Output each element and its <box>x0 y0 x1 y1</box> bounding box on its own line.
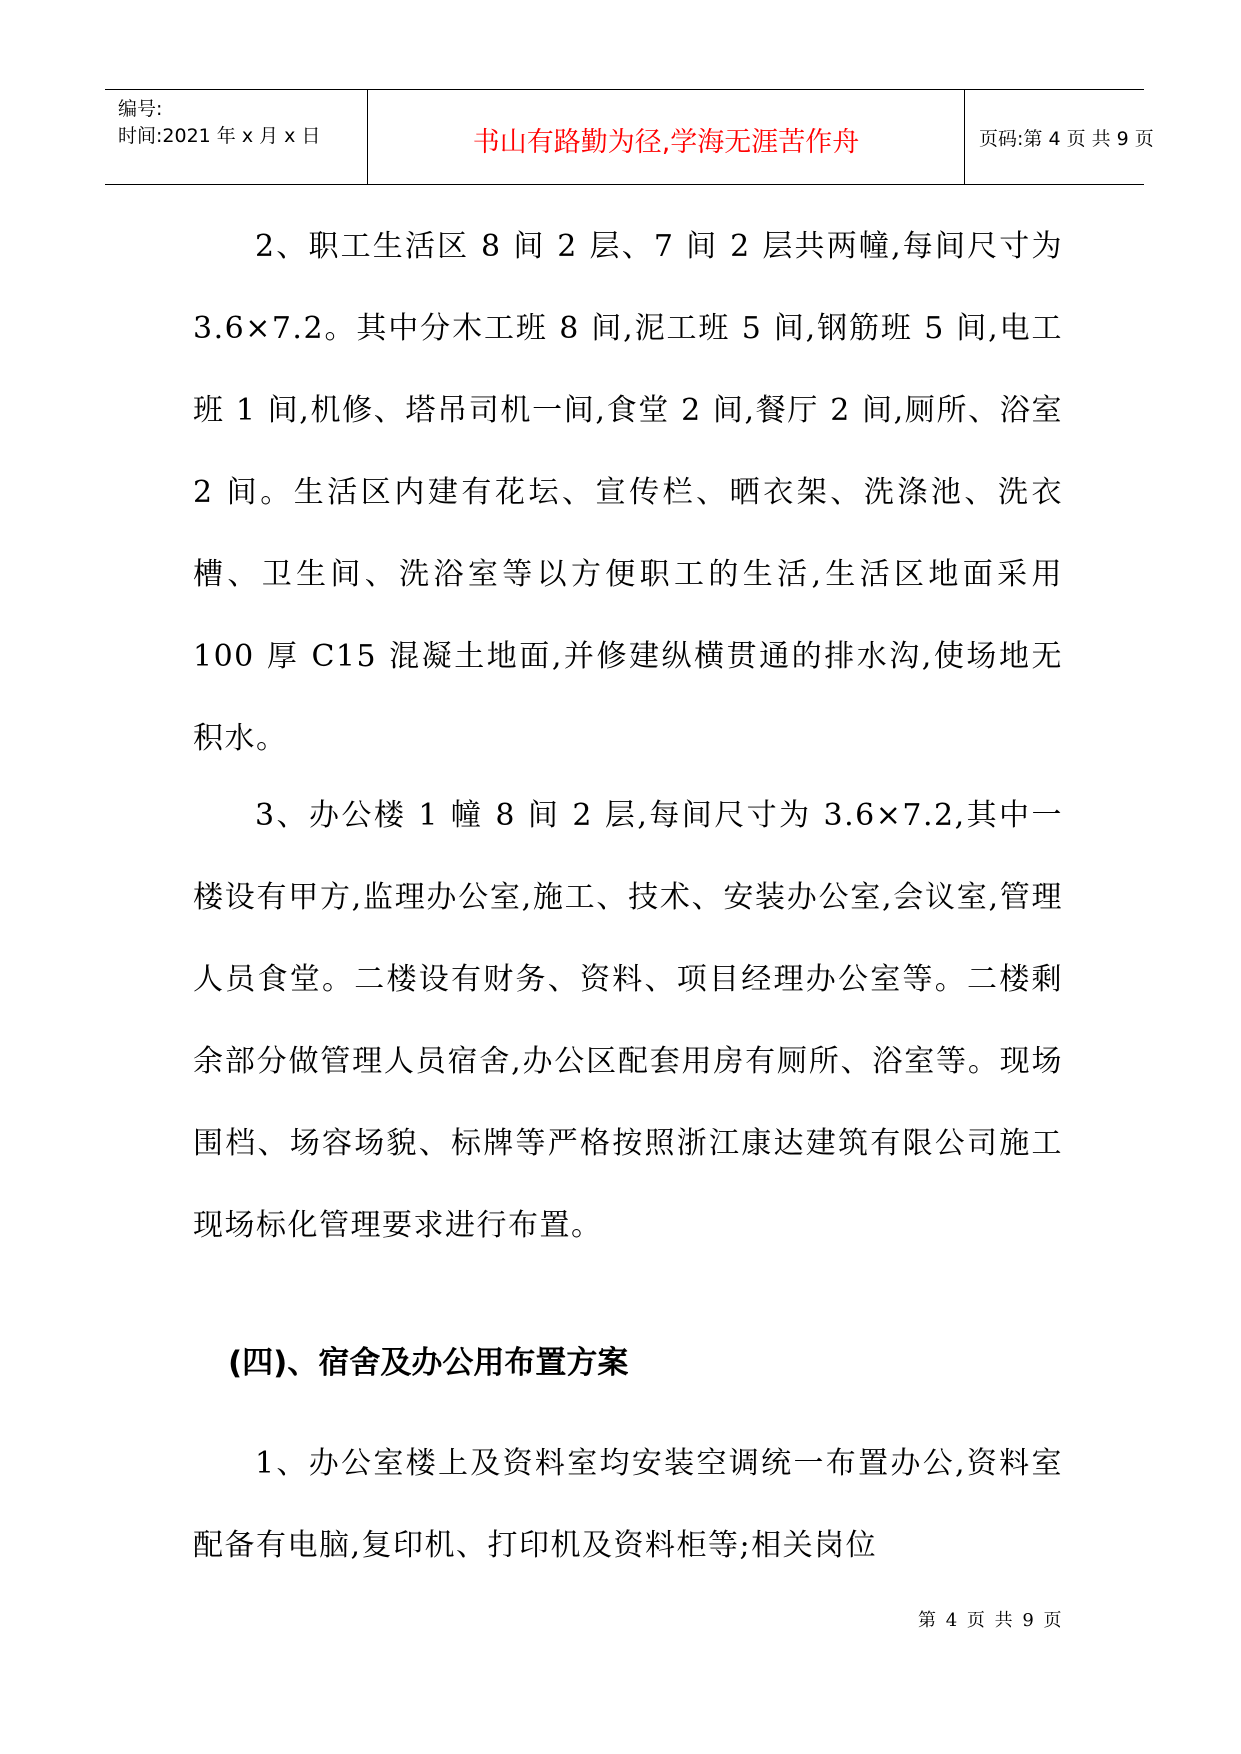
document-number-label: 编号: <box>118 98 163 120</box>
page-footer: 第 4 页 共 9 页 <box>918 1610 1064 1631</box>
header-page-info: 页码:第 4 页 共 9 页 <box>979 128 1154 150</box>
paragraph-office-building: 3、办公楼 1 幢 8 间 2 层,每间尺寸为 3.6×7.2,其中一楼设有甲方,监理办公室,施工、技术、安装办公室,会议室,管理人员食堂。二楼设有财务、资料、项目经理办公室等。二楼剩余部分做管理人员宿舍,办公区配套用房有厕所、浴室等。现场围档、场容场貌、标牌等严格按照浙江康达建筑有限公司施工现场标化管理要求进行布置。 <box>193 798 1063 1243</box>
paragraph-office-layout: 1、办公室楼上及资料室均安装空调统一布置办公,资料室配备有电脑,复印机、打印机及资料柜等;相关岗位 <box>193 1446 1063 1563</box>
header-motto: 书山有路勤为径,学海无涯苦作舟 <box>472 127 860 158</box>
header-motto-cell <box>368 90 965 184</box>
header-meta-cell <box>105 90 368 184</box>
paragraph-dormitory-area: 2、职工生活区 8 间 2 层、7 间 2 层共两幢,每间尺寸为 3.6×7.2。其中分木工班 8 间,泥工班 5 间,钢筋班 5 间,电工班 1 间,机修、塔吊司机一间,食堂 2 间,餐厅 2 间,厕所、浴室 2 间。生活区内建有花坛、宣传栏、晒衣架、洗涤池、洗衣槽、卫生间、洗浴室等以方便职工的生活,生活区地面采用 100 厚 C15 混凝土地面,并修建纵横贯通的排水沟,使场地无积水。 <box>193 229 1063 756</box>
document-time-label: 时间:2021 年 x 月 x 日 <box>118 125 321 147</box>
document-header <box>105 89 1154 185</box>
header-page-cell <box>965 90 1154 184</box>
section-heading: (四)、宿舍及办公用布置方案 <box>228 1345 629 1381</box>
